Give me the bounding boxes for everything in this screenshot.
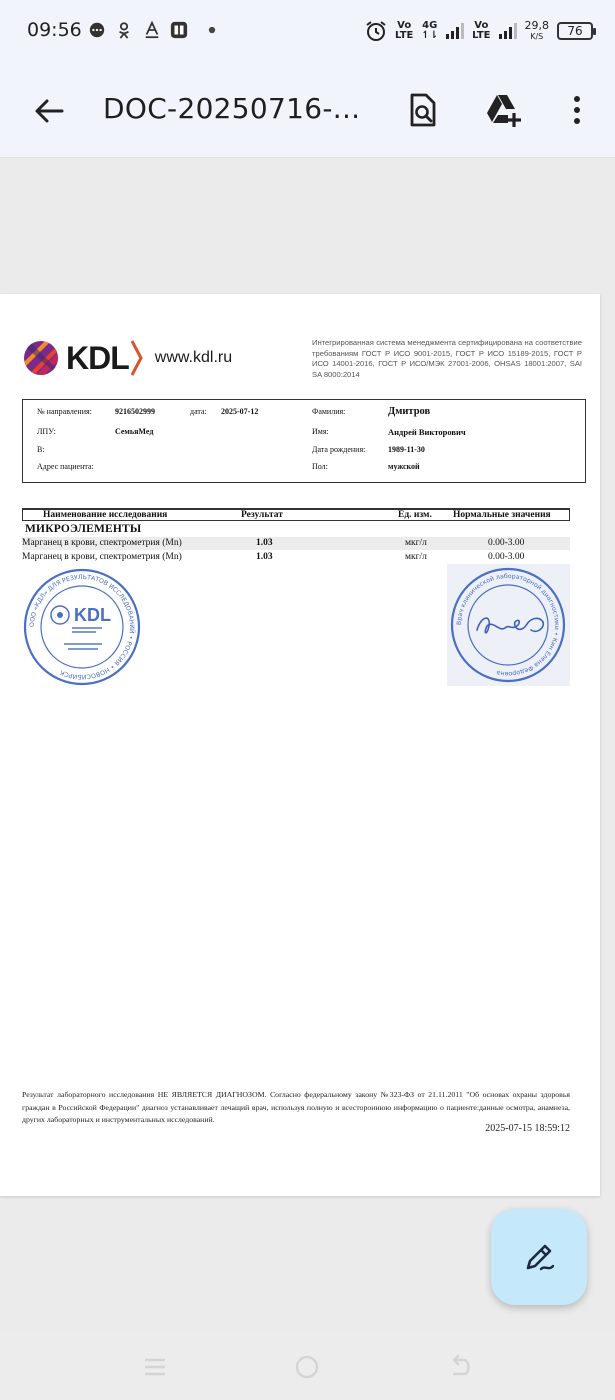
birth-value: 1989-11-30 <box>388 445 425 454</box>
home-icon[interactable] <box>292 1352 322 1382</box>
stamp-right-ring: Врач клинической лабораторной диагностики • Кин Елена Федоровна <box>455 572 561 678</box>
address-label: Адрес пациента: <box>37 462 94 471</box>
result-unit: мкг/л <box>405 552 427 562</box>
result-norm: 0.00-3.00 <box>488 552 525 562</box>
navigation-bar <box>0 1330 615 1400</box>
date-value: 2025-07-12 <box>221 407 259 416</box>
more-button[interactable] <box>557 90 597 130</box>
disclaimer-text: Результат лабораторного исследования НЕ ЯВЛЯЕТСЯ ДИАГНОЗОМ. Согласно федеральному закону №323-ФЗ от 21.11.2011 "Об основах охраны здоровья граждан в Российской Федерации" диагноз устанавливает лечащий врач, используя полную и всестороннюю информацию о пациенте:данные осмотра, анамнеза, других лабораторных и инструментальных исследований. <box>22 1090 570 1124</box>
net-volte-2: Vo LTE <box>472 20 491 41</box>
doctor-stamp <box>447 564 570 686</box>
birth-label: Дата рождения: <box>312 445 366 454</box>
surname-value: Дмитров <box>388 406 431 417</box>
clinic-label: ЛПУ: <box>37 427 56 436</box>
certification-text: Интегрированная система менеджмента сертифицирована на соответствие требованиям ГОСТ Р ИСО 9001-2015, ГОСТ Р ИСО 15189-2015, ГОСТ Р ИСО 14001-2016, ГОСТ Р ИСО/МЭК 27001-2006, OHSAS 18001:2007, SAI SA 8000:2014 <box>312 338 582 379</box>
results-header <box>22 508 570 521</box>
document-timestamp: 2025-07-15 18:59:12 <box>485 1123 570 1134</box>
to-label: В: <box>37 445 45 454</box>
kdl-logo-icon <box>22 339 60 377</box>
header-name: Наименование исследования <box>43 510 168 520</box>
result-row <box>22 551 570 564</box>
drive-add-icon <box>484 92 524 128</box>
document-page <box>0 294 600 1196</box>
dot-icon <box>203 20 221 40</box>
result-name: Марганец в крови, спектрометрия (Mn) <box>22 552 182 562</box>
status-right <box>365 18 593 44</box>
sex-value: мужской <box>388 462 420 471</box>
app-icon <box>170 20 188 40</box>
back-arrow-icon[interactable] <box>32 94 66 128</box>
result-norm: 0.00-3.00 <box>488 538 525 548</box>
section-title: МИКРОЭЛЕМЕНТЫ <box>25 523 142 535</box>
signal-icon-2 <box>499 23 517 39</box>
result-value: 1.03 <box>256 538 273 548</box>
name-value: Андрей Викторович <box>388 427 466 437</box>
font-icon <box>143 20 161 40</box>
search-document-icon <box>406 92 440 128</box>
edit-sign-fab[interactable] <box>491 1209 587 1305</box>
chat-icon <box>88 20 106 40</box>
logo-chevron-icon <box>129 339 145 377</box>
signature-icon <box>477 618 543 633</box>
back-icon[interactable] <box>446 1352 476 1382</box>
odnoklassniki-icon <box>115 20 133 40</box>
svg-text:Врач клинической лабораторной <box>456 572 560 677</box>
patient-info-box <box>22 399 586 483</box>
net-4g: 4G ↿⇂ <box>421 20 439 41</box>
stamp-left-ring: ООО «КДЛ» ДЛЯ РЕЗУЛЬТАТОВ ИССЛЕДОВАНИЙ • РОССИЯ • НОВОСИБИРСК <box>28 573 136 681</box>
signal-icon <box>446 23 464 39</box>
header-unit: Ед. изм. <box>398 510 432 520</box>
net-volte-1: Vo LTE <box>394 20 414 41</box>
drive-add-button[interactable] <box>484 90 524 130</box>
logo-text: KDL <box>66 339 129 376</box>
search-document-button[interactable] <box>403 90 443 130</box>
date-label: дата: <box>190 407 207 416</box>
result-unit: мкг/л <box>405 538 427 548</box>
status-time: 09:56 <box>27 19 82 41</box>
result-name: Марганец в крови, спектрометрия (Mn) <box>22 538 182 548</box>
app-bar <box>0 62 615 158</box>
surname-label: Фамилия: <box>312 407 346 416</box>
more-vert-icon <box>572 94 582 126</box>
document-viewer[interactable] <box>0 158 615 1330</box>
net-speed: 29,8 K/S <box>524 19 549 41</box>
document-title: DOC-20250716-... <box>103 92 361 125</box>
sex-label: Пол: <box>312 462 328 471</box>
edit-signature-icon <box>521 1239 557 1275</box>
recents-icon[interactable] <box>140 1352 170 1382</box>
status-bar <box>0 0 615 62</box>
result-row <box>22 537 570 550</box>
kdl-logo <box>22 338 232 378</box>
alarm-icon <box>365 20 387 42</box>
header-result: Результат <box>241 510 283 520</box>
referral-value: 9216502999 <box>115 407 155 416</box>
battery-icon: 76 <box>557 22 593 40</box>
logo-site[interactable]: www.kdl.ru <box>154 349 233 366</box>
header-norm: Нормальные значения <box>453 510 551 520</box>
referral-label: № направления: <box>37 407 92 416</box>
clinic-value: СемьяМед <box>115 427 154 436</box>
result-value: 1.03 <box>256 552 273 562</box>
company-stamp <box>22 567 142 687</box>
name-label: Имя: <box>312 427 329 436</box>
stamp-left-text: KDL <box>74 605 111 625</box>
